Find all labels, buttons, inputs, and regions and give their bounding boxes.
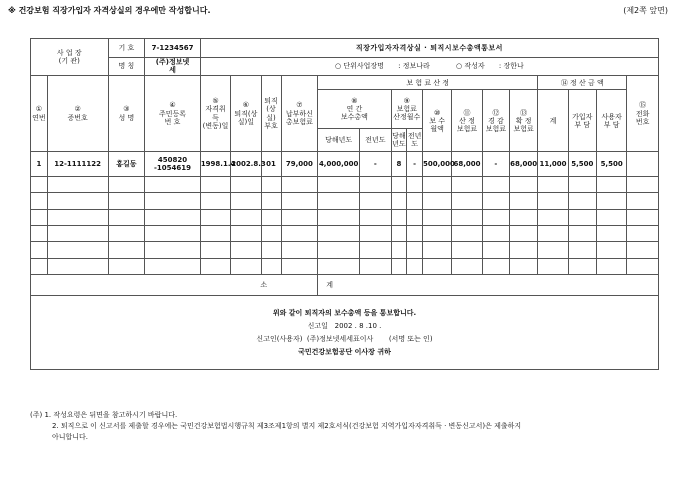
cell-name: 홍길동 [108,152,145,177]
cell-reduced-premium: - [482,152,509,177]
col-annual-current: 당해년도 [318,129,360,152]
writer-label: ○ 작성자 [456,62,485,71]
workplace-label: 사 업 장 [56,48,82,57]
col-phone: ⑮ 전화 번호 [627,76,659,152]
col-retired: ⑥ 퇴직(상 실)일 [231,76,261,152]
cell-final-premium: 68,000 [509,152,537,177]
col-months: ⑨ 보험료 산정월수 [391,90,422,129]
declaration-cell [31,295,659,369]
code-label: 기 호 [108,39,145,58]
col-reduced-premium: ⑫ 경 감 보험료 [482,90,509,152]
report-form-table [30,38,659,370]
empty-row [31,242,659,258]
empty-row [31,209,659,225]
col-annual-pay: ⑧ 연 간 보수총액 [318,90,391,129]
unit-info [329,62,436,70]
declaration-date: 신고일 2002 . 8 .10 . [307,321,382,330]
unit-label: ○ 단위사업장명 [335,62,384,71]
empty-row [31,258,659,274]
cell-acquired: 1998.1.4 [200,152,230,177]
col-months-prev: 전년 도 [407,129,423,152]
writer-value: : 장한나 [498,62,524,71]
empty-row [31,176,659,192]
cell-settle-member: 5,500 [568,152,596,177]
top-note: ※ 건강보험 직장가입자 자격상실의 경우에만 작성합니다. [8,6,211,15]
cell-settle-total: 11,000 [538,152,568,177]
col-settle-member: 가입자 부 담 [568,90,596,152]
cell-calc-premium: 68,000 [452,152,482,177]
col-rrn: ④ 주민등록 번 호 [145,76,201,152]
code-value: 7-1234567 [145,39,201,58]
subtotal-row [31,275,659,296]
cell-total-paid: 79,000 [281,152,318,177]
name-label: 명 칭 [108,57,145,76]
cell-phone [627,152,659,177]
unit-value: : 정보나라 [398,62,430,71]
col-monthly-pay: ⑩ 보 수 월액 [422,90,451,152]
subtotal-label-cell [31,275,318,296]
cell-monthly-pay: 500,000 [422,152,451,177]
footnote-2-cont: 아니합니다. [52,433,89,442]
col-calc-premium: ⑪ 산 정 보험료 [452,90,482,152]
table-row [31,152,659,177]
footnotes [30,410,660,444]
cell-months-prev: - [407,152,423,177]
cell-months-current: 8 [391,152,407,177]
footnote-2: 2. 퇴직으로 이 신고서를 제출할 경우에는 국민건강보험법시행규칙 제3조제1항의 별지 제2호서식(건강보험 지역가입자자격취득 · 변동신고서)은 제출하지 [52,422,522,431]
col-serial: ① 연번 [31,76,48,152]
subtotal-label-cell-2 [318,275,659,296]
declaration-statement: 위와 같이 퇴직자의 보수총액 등을 통보합니다. [272,308,417,317]
form-title: 직장가입자자격상실 · 퇴직시보수총액통보서 [200,39,658,58]
declaration-recipient: 국민건강보험공단 이사장 귀하 [298,347,391,356]
writer-info [450,62,530,70]
col-card-no: ② 증번호 [47,76,108,152]
insurance-group-header: 보 험 료 산 정 [318,76,538,90]
subtotal-label-2: 계 [326,281,333,290]
col-months-current: 당해 년도 [391,129,407,152]
page-label: (제2쪽 앞면) [623,6,668,15]
name-value-2: 세 [169,66,176,75]
workplace-sub-label: (기 관) [58,57,80,65]
meta-line [200,57,658,76]
col-total-paid: ⑦ 납부하신 총보험료 [281,76,318,152]
cell-retired: 2002.8.3 [231,152,261,177]
cell-card-no: 12-1111122 [47,152,108,177]
col-settle-total: 계 [538,90,568,152]
col-settle-employer: 사용자 부 담 [596,90,626,152]
cell-reason-code: 01 [261,152,281,177]
cell-rrn: 450820 -1054619 [145,152,201,177]
col-acquired: ⑤ 자격취 득 (변동)일 [200,76,230,152]
empty-row [31,226,659,242]
cell-settle-employer: 5,500 [596,152,626,177]
empty-row [31,193,659,209]
cell-annual-prev: - [360,152,391,177]
cell-annual-current: 4,000,000 [318,152,360,177]
cell-no: 1 [31,152,48,177]
col-final-premium: ⑬ 확 정 보험료 [509,90,537,152]
declaration-reporter: 신고인(사용자) (주)정보넷세세표이사 (서명 또는 인) [256,334,433,343]
footnote-1: (주) 1. 작성요령은 뒤면을 참고하시기 바랍니다. [30,411,178,419]
name-value: (주)정보넷 [155,58,190,67]
col-reason-code: 퇴직 (상실) 부호 [261,76,281,152]
col-name: ③ 성 명 [108,76,145,152]
name-value-cell [145,57,201,76]
col-annual-prev: 전년도 [360,129,391,152]
subtotal-label-1: 소 [260,281,268,290]
workplace-label-cell [31,39,109,76]
settle-group-header: ⑭ 정 산 금 액 [538,76,627,90]
